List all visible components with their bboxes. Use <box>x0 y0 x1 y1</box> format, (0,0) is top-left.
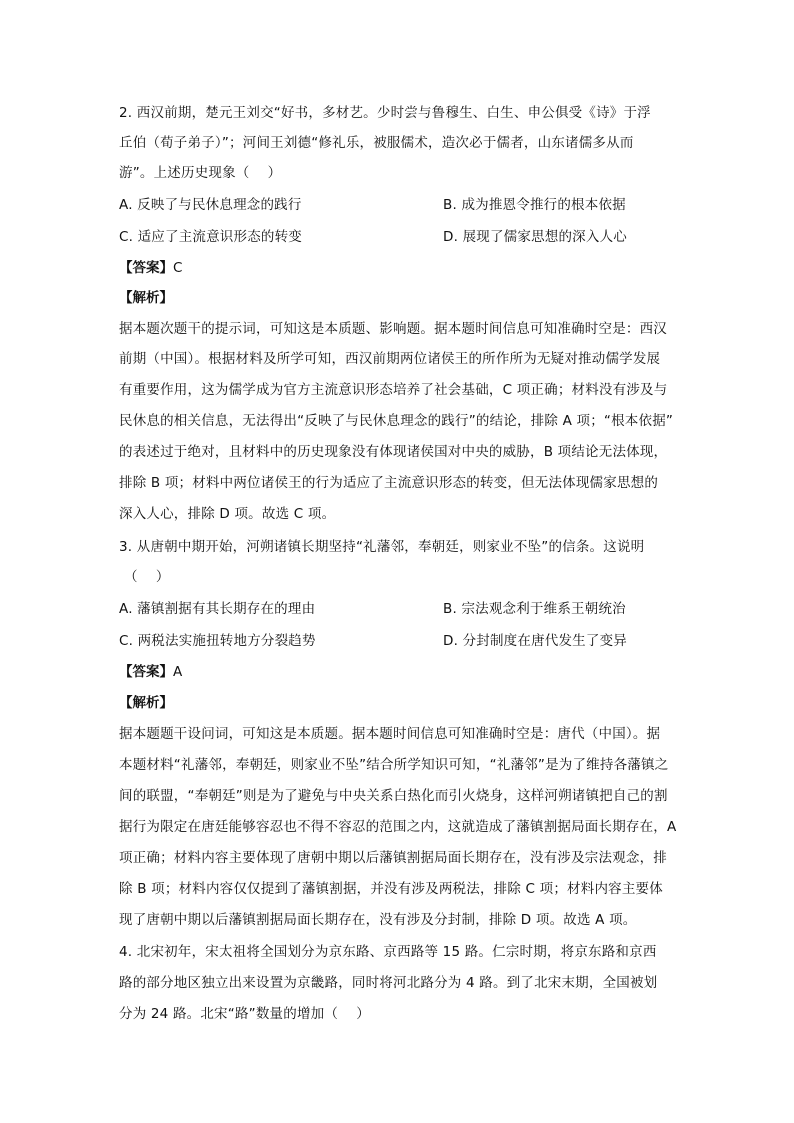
q3-analysis-line-5: 项正确；材料内容主要体现了唐朝中期以后藩镇割据局面长期存在，没有涉及宗法观念，排 <box>119 850 667 866</box>
q2-stem-line-3: 游”。上述历史现象（ ） <box>119 165 282 181</box>
q3-analysis-label: 【解析】 <box>119 695 173 711</box>
q3-answer-value: A <box>173 664 183 680</box>
q3-analysis-line-1: 据本题题干设问词，可知这是本质题。据本题时间信息可知准确时空是：唐代（中国）。据 <box>119 726 661 742</box>
q3-stem-line-2: （ ） <box>124 569 170 585</box>
q2-analysis-line-7: 深入人心，排除 D 项。故选 C 项。 <box>119 506 336 522</box>
q3-answer <box>119 661 182 683</box>
q2-answer-value: C <box>173 260 183 276</box>
q2-option-b: B. 成为推恩令推行的根本依据 <box>443 197 626 213</box>
q2-answer <box>119 257 182 279</box>
q4-stem-line-1: 4. 北宋初年，宋太祖将全国划分为京东路、京西路等 15 路。仁宗时期，将京东路和京西 <box>119 944 657 960</box>
q3-option-d: D. 分封制度在唐代发生了变异 <box>443 633 627 649</box>
q2-stem-line-2: 丘伯（荀子弟子）”；河间王刘德“修礼乐，被服儒术，造次必于儒者，山东诸儒多从而 <box>119 135 634 151</box>
q2-analysis-line-5: 的表述过于绝对，且材料中的历史现象没有体现诸侯国对中央的威胁，B 项结论无法体现， <box>119 444 668 460</box>
q2-analysis-line-6: 排除 B 项；材料中两位诸侯王的行为适应了主流意识形态的转变，但无法体现儒家思想的 <box>119 475 659 491</box>
q4-stem-line-3: 分为 24 路。北宋“路”数量的增加（ ） <box>119 1006 370 1022</box>
q3-stem-line-1: 3. 从唐朝中期开始，河朔诸镇长期坚持“礼藩邻，奉朝廷，则家业不坠”的信条。这说明 <box>119 539 645 555</box>
q2-analysis-line-3: 有重要作用，这为儒学成为官方主流意识形态培养了社会基础，C 项正确；材料没有涉及与 <box>119 382 668 398</box>
q3-analysis-line-6: 除 B 项；材料内容仅仅提到了藩镇割据，并没有涉及两税法，排除 C 项；材料内容主要体 <box>119 881 663 897</box>
q4-stem-line-2: 路的部分地区独立出来设置为京畿路，同时将河北路分为 4 路。到了北宋末期，全国被划 <box>119 975 658 991</box>
q3-analysis-line-4: 据行为限定在唐廷能够容忍也不得不容忍的范围之内，这就造成了藩镇割据局面长期存在，A <box>119 819 677 835</box>
q2-analysis-line-4: 民休息的相关信息，无法得出“反映了与民休息理念的践行”的结论，排除 A 项；“根本依据” <box>119 413 674 429</box>
q3-option-c: C. 两税法实施扭转地方分裂趋势 <box>119 633 316 649</box>
q3-analysis-line-2: 本题材料“礼藩邻，奉朝廷，则家业不坠”结合所学知识可知，“礼藩邻”是为了维持各藩镇之 <box>119 757 669 773</box>
q2-option-a: A. 反映了与民休息理念的践行 <box>119 197 302 213</box>
q2-analysis-line-2: 前期（中国）。根据材料及所学可知，西汉前期两位诸侯王的所作所为无疑对推动儒学发展 <box>119 351 661 367</box>
q2-stem-line-1: 2. 西汉前期，楚元王刘交“好书，多材艺。少时尝与鲁穆生、白生、申公俱受《诗》于浮 <box>119 105 651 121</box>
q2-option-d: D. 展现了儒家思想的深入人心 <box>443 229 627 245</box>
q2-option-c: C. 适应了主流意识形态的转变 <box>119 229 303 245</box>
q3-analysis-line-7: 现了唐朝中期以后藩镇割据局面长期存在，没有涉及分封制，排除 D 项。故选 A 项。 <box>119 912 637 928</box>
q3-option-a: A. 藩镇割据有其长期存在的理由 <box>119 601 316 617</box>
q2-analysis-line-1: 据本题次题干的提示词，可知这是本质题、影响题。据本题时间信息可知准确时空是：西汉 <box>119 321 667 337</box>
q3-analysis-line-3: 间的联盟，“奉朝廷”则是为了避免与中央关系白热化而引火烧身，这样河朔诸镇把自己的割 <box>119 788 668 804</box>
q2-analysis-label: 【解析】 <box>119 290 173 306</box>
q3-option-b: B. 宗法观念利于维系王朝统治 <box>443 601 626 617</box>
q2-answer-label: 【答案】 <box>119 260 173 276</box>
q3-answer-label: 【答案】 <box>119 664 173 680</box>
